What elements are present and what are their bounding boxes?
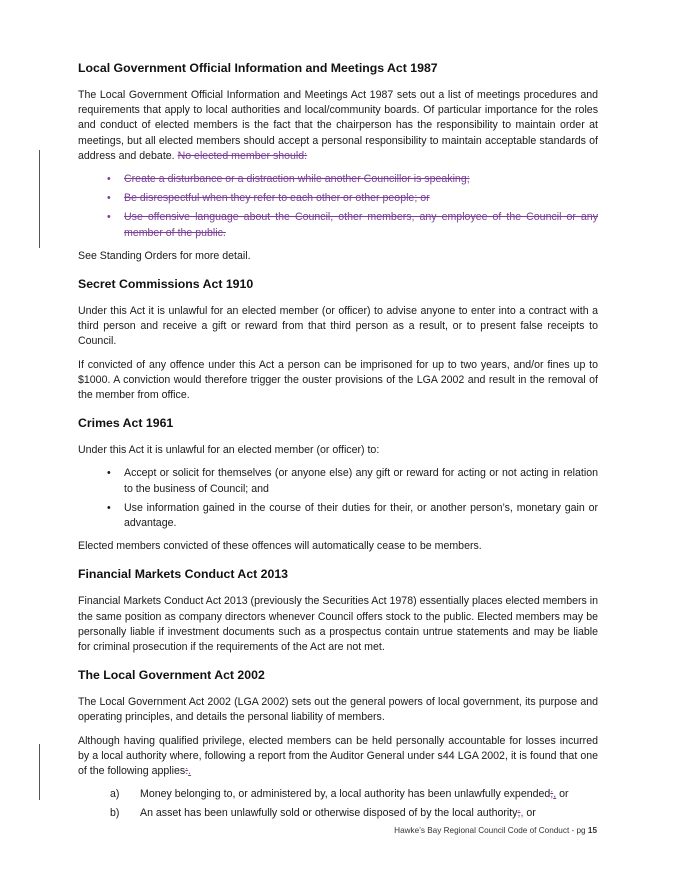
item-tail: or: [523, 806, 536, 819]
page-footer: [394, 826, 597, 835]
document-page: [78, 60, 598, 824]
change-bar-1: [39, 150, 40, 248]
deleted-text: ;: [550, 788, 554, 801]
deleted-text: ;: [517, 806, 521, 819]
heading-fmca: Financial Markets Conduct Act 2013: [78, 567, 289, 582]
heading-lgoima: Local Government Official Information and Meetings Act 1987: [78, 61, 438, 75]
list-marker: b): [110, 806, 120, 819]
list-item: [78, 806, 598, 821]
paragraph-lga-1: The Local Government Act 2002 (LGA 2002) sets out the general powers of local government, its purpose and operating principles, and details the personal liability of members.: [78, 696, 598, 724]
change-bar-2: [39, 744, 40, 800]
footer-text: Hawke’s Bay Regional Council Code of Conduct - pg: [394, 826, 588, 835]
paragraph-lga-2: [78, 734, 598, 780]
lgoima-text: The Local Government Official Information and Meetings Act 1987 sets out a list of meetings procedures and requirements that apply to local authorities and local/community boards. Of particular importance for the roles and conduct of elected members is the fact that the chairperson has the responsibility to maintain order at meetings, but all elected members should accept a personal responsibility to maintain acceptable standards of address and debate.: [78, 89, 598, 162]
paragraph-lgoima: [78, 88, 598, 164]
item-tail: or: [556, 788, 569, 801]
item-text: Money belonging to, or administered by, a local authority has been unlawfully expended: [140, 788, 551, 801]
heading-crimes-act: Crimes Act 1961: [78, 416, 174, 431]
inserted-text: .: [188, 765, 192, 778]
paragraph-fmca: Financial Markets Conduct Act 2013 (previously the Securities Act 1978) essentially places elected members in the same position as company directors whenever Council offers stock to the public. Elected members may be personally liable if investment documents such as a prospectus contain untrue statements and may be liable for criminal prosecution if the requirements of the Act are not met.: [78, 595, 598, 654]
lga-2-text: Although having qualified privilege, elected members can be held personally accountable for losses incurred by a local authority where, following a report from the Auditor General under s44 LGA 2002, it is found that one of the following applies: [78, 734, 598, 778]
deleted-list-item: • Use offensive language about the Council, other members, any employee of the Council or any member of the public.: [78, 210, 598, 240]
item-text: An asset has been unlawfully sold or otherwise disposed of by the local authority: [140, 806, 518, 819]
crimes-list: [78, 466, 598, 531]
deleted-list: [78, 172, 598, 241]
heading-secret-commissions: Secret Commissions Act 1910: [78, 277, 254, 292]
list-item: • Use information gained in the course of their duties for their, or another person’s, monetary gain or advantage.: [78, 501, 598, 531]
deleted-list-item: • Create a disturbance or a distraction while another Councillor is speaking;: [78, 172, 598, 187]
inserted-text: ,: [553, 788, 557, 801]
list-item: [78, 787, 598, 802]
list-item: • Accept or solicit for themselves (or anyone else) any gift or reward for acting or not acting in relation to the business of Council; and: [78, 466, 598, 496]
deleted-text: No elected member should:: [177, 149, 308, 162]
page-number: 15: [587, 826, 597, 835]
inserted-text: ,: [520, 806, 524, 819]
lga-list: [78, 787, 598, 820]
paragraph-secret-2: If convicted of any offence under this Act a person can be imprisoned for up to two years, and/or fines up to $1000. A conviction would therefore trigger the ouster provisions of the LGA 2002 and result in the removal of the member from office.: [78, 358, 598, 402]
deleted-text: :: [185, 765, 189, 778]
paragraph-crimes-intro: Under this Act it is unlawful for an elected member (or officer) to:: [78, 444, 380, 457]
list-marker: a): [110, 788, 120, 801]
paragraph-secret-1: Under this Act it is unlawful for an elected member (or officer) to advise anyone to enter into a contract with a third person and receive a gift or reward from that third person as a result, or to present false receipts to Council.: [78, 305, 598, 348]
heading-lga: The Local Government Act 2002: [78, 668, 265, 683]
paragraph-crimes-after: Elected members convicted of these offences will automatically cease to be members.: [78, 540, 482, 553]
deleted-list-item: • Be disrespectful when they refer to each other or other people; or: [78, 191, 598, 206]
standing-orders-note: See Standing Orders for more detail.: [78, 249, 251, 262]
